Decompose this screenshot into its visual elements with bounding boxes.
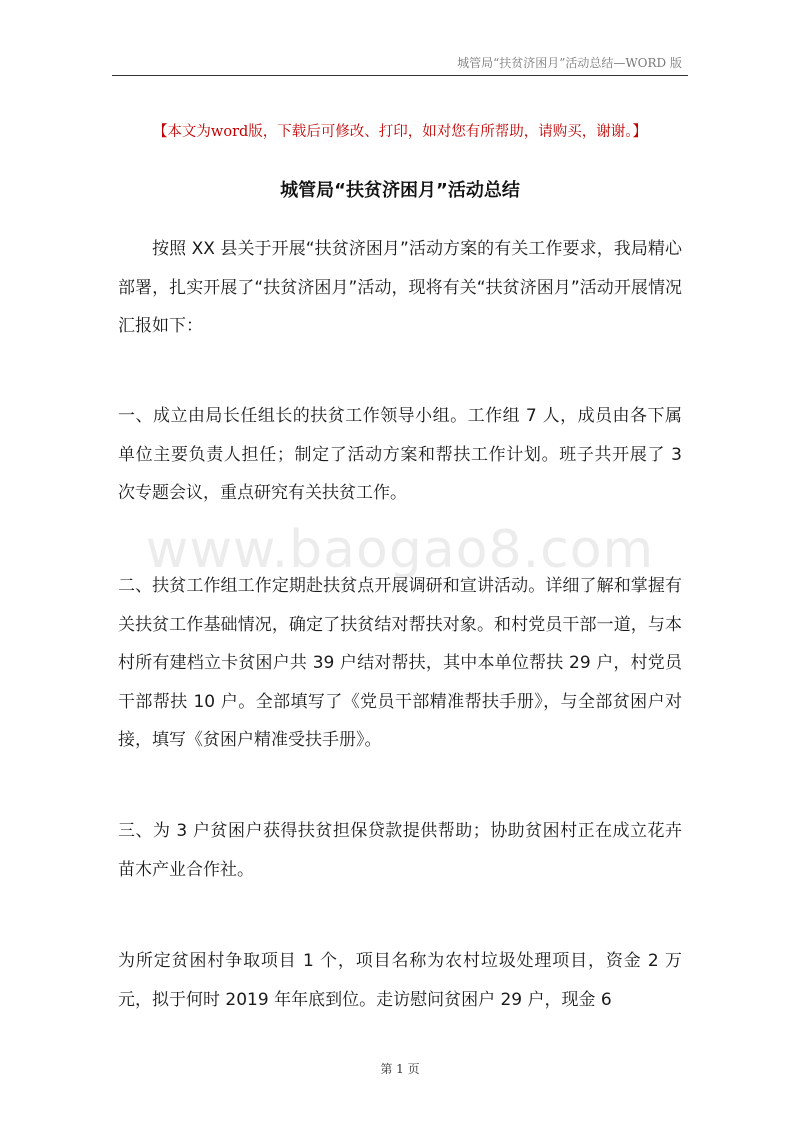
body-paragraph-2: 二、扶贫工作组工作定期赴扶贫点开展调研和宣讲活动。详细了解和掌握有关扶贫工作基础情况，确定了扶贫结对帮扶对象。和村党员干部一道，与本村所有建档立卡贫困户共 39 户结对帮扶，其中本单位帮扶 29 户，村党员干部帮扶 10 户。全部填写了《党员干部精准帮扶手册》，与全部贫困户对接，填写《贫困户精准受扶手册》。 [118,576,682,750]
body-paragraph-intro: 按照 XX 县关于开展“扶贫济困月”活动方案的有关工作要求，我局精心部署，扎实开展了“扶贫济困月”活动，现将有关“扶贫济困月”活动开展情况汇报如下： [118,239,682,336]
page-number: 第 1 页 [380,1062,420,1076]
body-paragraph-4: 为所定贫困村争取项目 1 个，项目名称为农村垃圾处理项目，资金 2 万元，拟于何时 2019 年年底到位。走访慰问贫困户 29 户，现金 6 [118,951,682,1010]
watermark: www.baogao8.com [145,520,655,580]
purchase-notice: 【本文为word版，下载后可修改、打印，如对您有所帮助，请购买，谢谢。】 [152,124,648,140]
running-header: 城管局“扶贫济困月”活动总结—WORD 版 [457,56,682,70]
body-paragraph-1: 一、成立由局长任组长的扶贫工作领导小组。工作组 7 人，成员由各下属单位主要负责人担任；制定了活动方案和帮扶工作计划。班子共开展了 3 次专题会议，重点研究有关扶贫工作。 [118,406,682,503]
document-title: 城管局“扶贫济困月”活动总结 [280,180,520,201]
body-paragraph-3: 三、为 3 户贫困户获得扶贫担保贷款提供帮助；协助贫困村正在成立花卉苗木产业合作社。 [118,821,682,880]
header-divider [112,75,688,76]
